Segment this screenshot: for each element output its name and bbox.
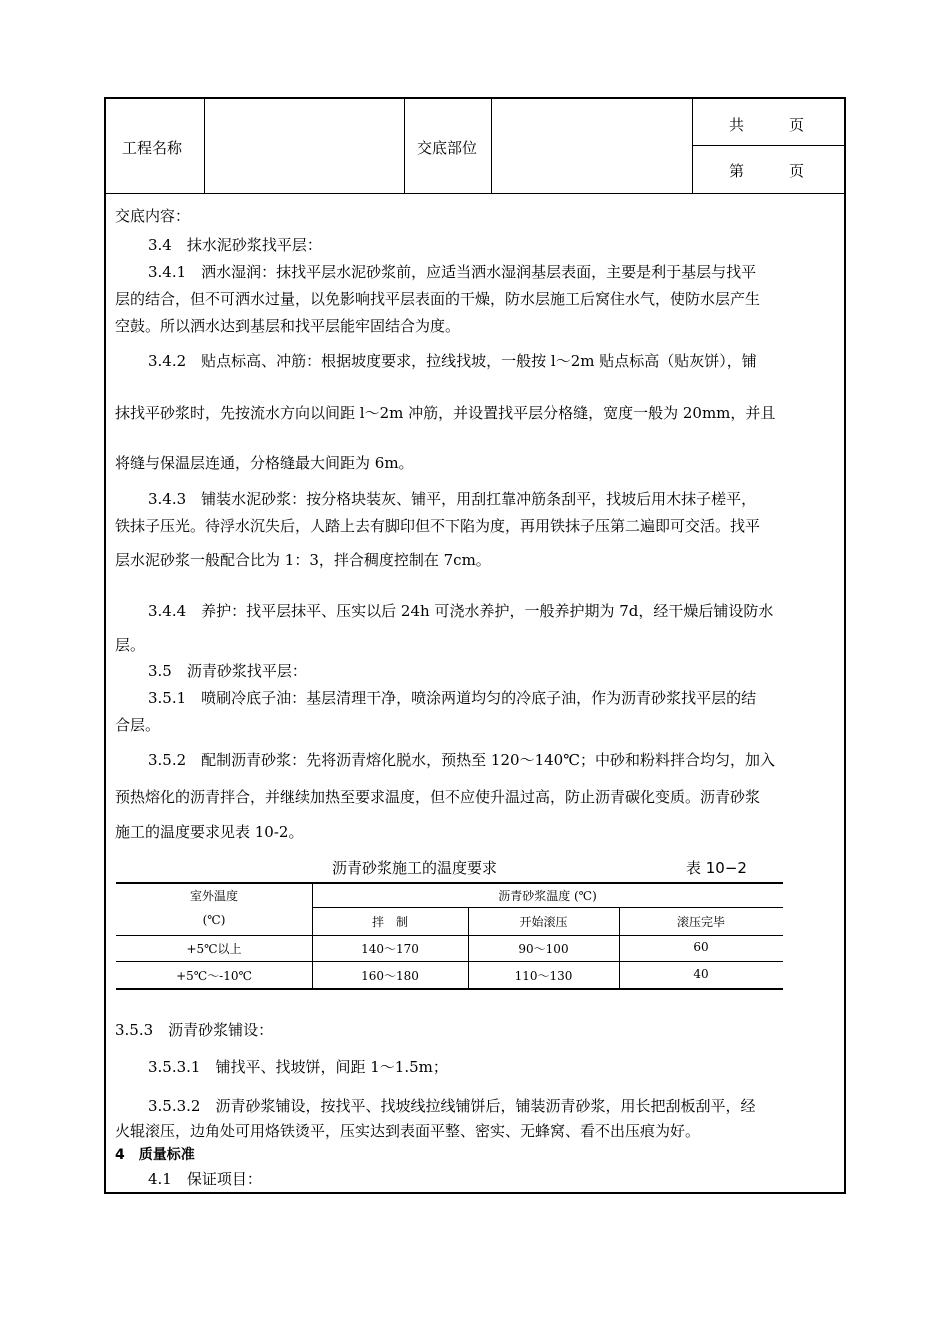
paragraph-line: 抹找平砂浆时，先按流水方向以间距 l～2m 冲筋，并设置找平层分格缝，宽度一般为 20mm，并且 <box>115 404 776 422</box>
paragraph-line: 3.5.1 喷刷冷底子油：基层清理干净，喷涂两道均匀的冷底子油，作为沥青砂浆找平层的结 <box>148 689 757 707</box>
header-divider <box>204 99 205 193</box>
paragraph-line: 3.4.3 铺装水泥砂浆：按分格块装灰、铺平，用刮扛靠冲筋条刮平，找坡后用木抹子槎平， <box>148 490 757 508</box>
header-end-rolling: 滚压完毕 <box>676 915 725 929</box>
paragraph-line: 层水泥砂浆一般配合比为 1：3，拌合稠度控制在 7cm。 <box>115 551 491 569</box>
table-cell: 140～170 <box>361 942 419 956</box>
header-asphalt-temp: 沥青砂浆温度 (℃) <box>498 889 597 903</box>
project-name-label: 工程名称 <box>122 139 183 157</box>
table-cell: +5℃以上 <box>186 942 242 956</box>
header-divider <box>491 99 492 193</box>
header-outdoor-unit: (℃) <box>202 913 226 927</box>
paragraph-line: 预热熔化的沥青拌合，并继续加热至要求温度，但不应使升温过高，防止沥青碳化变质。沥青砂浆 <box>115 788 761 806</box>
paragraph-line: 火辊滚压，边角处可用烙铁烫平，压实达到表面平整、密实、无蜂窝、看不出压痕为好。 <box>115 1122 701 1140</box>
paragraph-line: 3.5.3.2 沥青砂浆铺设，按找平、找坡线拉线铺饼后，铺装沥青砂浆，用长把刮板刮平，经 <box>148 1097 756 1115</box>
table-cell: 60 <box>693 940 709 954</box>
table-title: 沥青砂浆施工的温度要求 <box>332 859 498 877</box>
paragraph-line: 3.5.2 配制沥青砂浆：先将沥青熔化脱水，预热至 120～140℃；中砂和粉料拌合均匀，加入 <box>148 751 775 769</box>
paragraph-line: 空鼓。所以洒水达到基层和找平层能牢固结合为度。 <box>115 317 461 335</box>
paragraph-line: 施工的温度要求见表 10-2。 <box>115 823 304 841</box>
table-number: 表 10−2 <box>686 859 747 877</box>
table-rule <box>116 961 783 962</box>
section-heading: 4.1 保证项目： <box>148 1170 262 1188</box>
total-pages-label: 共 页 <box>729 116 805 134</box>
section-heading: 3.5.3 沥青砂浆铺设： <box>115 1021 274 1039</box>
paragraph-line: 层。 <box>115 636 146 654</box>
table-cell: +5℃～-10℃ <box>176 969 252 983</box>
paragraph-line: 层的结合，但不可洒水过量，以免影响找平层表面的干燥，防水层施工后窝住水气，使防水层产生 <box>115 290 761 308</box>
paragraph-line: 3.4.1 洒水湿润：抹找平层水泥砂浆前，应适当洒水湿润基层表面，主要是利于基层与找平 <box>148 263 757 281</box>
header-mixing: 拌 制 <box>371 915 408 929</box>
table-cell: 40 <box>693 967 709 981</box>
header-start-rolling: 开始滚压 <box>519 915 568 929</box>
table-rule <box>116 988 783 990</box>
header-divider <box>692 145 844 146</box>
table-rule <box>116 935 783 936</box>
table-cell: 90～100 <box>518 942 569 956</box>
paragraph-line: 3.4.2 贴点标高、冲筋：根据坡度要求，拉线找坡，一般按 l～2m 贴点标高（贴灰饼），铺 <box>148 352 757 370</box>
paragraph-line: 3.4.4 养护：找平层抹平、压实以后 24h 可浇水养护，一般养护期为 7d，经干燥后铺设防水 <box>148 602 774 620</box>
paragraph-line: 3.5.3.1 铺找平、找坡饼，间距 1～1.5m； <box>148 1058 448 1076</box>
content-intro: 交底内容： <box>115 207 191 225</box>
handover-form <box>104 97 846 1194</box>
table-cell: 160～180 <box>361 969 419 983</box>
table-cell: 110～130 <box>514 969 573 983</box>
page-number-label: 第 页 <box>729 162 805 180</box>
header-outdoor-temp: 室外温度 <box>189 889 238 903</box>
paragraph-line: 铁抹子压光。待浮水沉失后，人踏上去有脚印但不下陷为度，再用铁抹子压第二遍即可交活。找平 <box>115 517 761 535</box>
temperature-table <box>116 882 783 992</box>
form-header <box>106 99 844 194</box>
paragraph-line: 合层。 <box>115 716 161 734</box>
section-heading: 3.5 沥青砂浆找平层： <box>148 662 307 680</box>
table-rule <box>116 882 783 884</box>
handover-part-label: 交底部位 <box>417 139 478 157</box>
section-heading: 3.4 抹水泥砂浆找平层： <box>148 236 322 254</box>
header-divider <box>692 99 693 193</box>
table-rule <box>312 907 783 908</box>
quality-standard-heading: 4 质量标准 <box>115 1147 195 1163</box>
paragraph-line: 将缝与保温层连通，分格缝最大间距为 6m。 <box>115 454 414 472</box>
header-divider <box>404 99 405 193</box>
